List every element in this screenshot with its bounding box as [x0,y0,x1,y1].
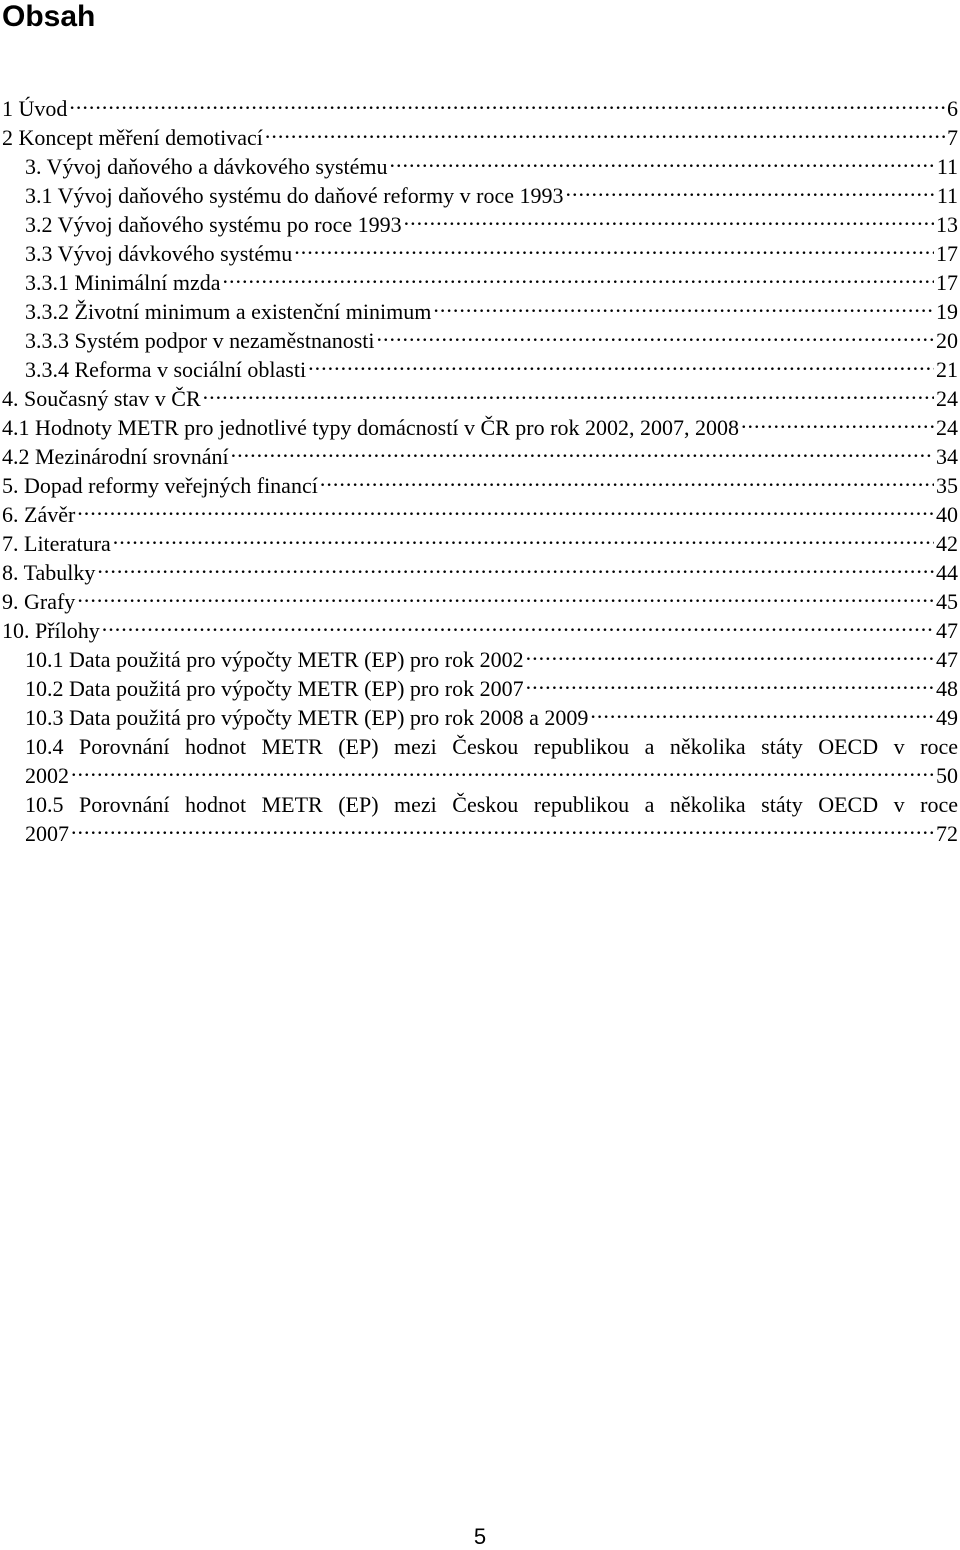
toc-entry[interactable] [0,674,960,703]
toc-entry-page: 50 [936,763,958,788]
toc-entry-label: 3.3.1 Minimální mzda [25,270,221,295]
toc-entry-label: 10. Přílohy [2,618,100,643]
toc-entry[interactable] [0,500,960,529]
toc-entry-page: 34 [936,444,958,469]
toc-entry-page: 13 [936,212,958,237]
toc-entry[interactable] [0,94,960,123]
toc-entry-page: 7 [947,125,958,150]
toc-leader-dots [294,239,934,261]
page-title: Obsah [2,0,96,33]
toc-leader-dots [203,384,934,406]
toc-leader-dots [308,355,934,377]
toc-entry-label: 3.2 Vývoj daňového systému po roce 1993 [25,212,402,237]
toc-leader-dots [77,587,934,609]
toc-entry-label: 3.3 Vývoj dávkového systému [25,241,293,266]
toc-entry[interactable] [0,616,960,645]
toc-entry-label-continued: 2002 [25,763,69,788]
toc-entry-label: 1 Úvod [2,96,68,121]
toc-leader-dots [526,645,934,667]
toc-leader-dots [377,326,934,348]
toc-entry-page: 40 [936,502,958,527]
toc-entry[interactable] [0,297,960,326]
toc-entry-label: 10.3 Data použitá pro výpočty METR (EP) pro rok 2008 a 2009 [25,705,589,730]
toc-entry-page: 47 [936,647,958,672]
toc-entry-page: 24 [936,415,958,440]
toc-entry-label: 5. Dopad reformy veřejných financí [2,473,318,498]
toc-entry-label: 10.5 Porovnání hodnot METR (EP) mezi Českou republikou a několika státy OECD v roce [25,792,958,817]
toc-leader-dots [390,152,935,174]
toc-entry-page: 21 [936,357,958,382]
toc-entry[interactable] [0,268,960,297]
toc-leader-dots [102,616,934,638]
toc-entry-page: 11 [936,183,958,208]
toc-entry-label: 6. Závěr [2,502,76,527]
toc-entry-label: 4.2 Mezinárodní srovnání [2,444,229,469]
toc-entry-page: 42 [936,531,958,556]
toc-leader-dots [590,703,934,725]
toc-leader-dots [97,558,934,580]
toc-entry-label: 4.1 Hodnoty METR pro jednotlivé typy domácností v ČR pro rok 2002, 2007, 2008 [2,415,739,440]
toc-entry-label: 3.3.3 Systém podpor v nezaměstnanosti [25,328,375,353]
toc-leader-dots [265,123,945,145]
toc-entry-label: 10.2 Data použitá pro výpočty METR (EP) pro rok 2007 [25,676,524,701]
toc-entry-label: 3.1 Vývoj daňového systému do daňové reformy v roce 1993 [25,183,564,208]
toc-leader-dots [404,210,934,232]
toc-entry-page: 35 [936,473,958,498]
toc-entry-page: 11 [936,154,958,179]
toc-entry[interactable] [0,123,960,152]
toc-entry[interactable] [0,384,960,413]
toc-leader-dots [69,94,945,116]
toc-entry-page: 20 [936,328,958,353]
toc-entry[interactable] [0,181,960,210]
toc-entry-label: 10.4 Porovnání hodnot METR (EP) mezi Českou republikou a několika státy OECD v roce [25,734,958,759]
toc-entry-label-continued: 2007 [25,821,69,846]
toc-leader-dots [71,761,934,783]
toc-entry-label: 7. Literatura [2,531,111,556]
toc-entry-page: 49 [936,705,958,730]
toc-leader-dots [231,442,934,464]
toc-leader-dots [223,268,934,290]
toc-entry-label: 3.3.4 Reforma v sociální oblasti [25,357,307,382]
toc-leader-dots [320,471,934,493]
toc-leader-dots [113,529,934,551]
toc-leader-dots [77,500,934,522]
toc-entry[interactable] [0,558,960,587]
table-of-contents [0,94,960,848]
toc-leader-dots [565,181,934,203]
toc-entry-page: 17 [936,270,958,295]
toc-leader-dots [741,413,934,435]
toc-entry[interactable] [0,326,960,355]
toc-entry[interactable] [0,442,960,471]
toc-entry[interactable] [0,413,960,442]
toc-entry-page: 48 [936,676,958,701]
toc-entry-page: 47 [936,618,958,643]
toc-entry-continuation [25,819,958,848]
toc-leader-dots [71,819,934,841]
toc-leader-dots [526,674,934,696]
toc-entry[interactable] [0,529,960,558]
toc-entry[interactable] [0,587,960,616]
toc-entry-label: 8. Tabulky [2,560,96,585]
toc-entry-page: 45 [936,589,958,614]
toc-entry[interactable] [0,703,960,732]
toc-entry[interactable] [0,239,960,268]
toc-entry[interactable] [0,471,960,500]
toc-entry-label: 10.1 Data použitá pro výpočty METR (EP) pro rok 2002 [25,647,524,672]
toc-entry-page: 24 [936,386,958,411]
toc-entry-label: 3. Vývoj daňového a dávkového systému [25,154,388,179]
toc-entry[interactable] [0,790,960,848]
toc-entry-continuation [25,761,958,790]
page-number: 5 [473,1524,487,1549]
toc-entry[interactable] [0,152,960,181]
toc-entry-page: 72 [936,821,958,846]
toc-entry-page: 6 [947,96,958,121]
toc-entry-label: 2 Koncept měření demotivací [2,125,263,150]
toc-entry[interactable] [0,210,960,239]
toc-entry-page: 17 [936,241,958,266]
toc-entry[interactable] [0,732,960,790]
toc-entry-label: 4. Současný stav v ČR [2,386,201,411]
toc-entry-page: 44 [936,560,958,585]
toc-entry[interactable] [0,645,960,674]
toc-entry[interactable] [0,355,960,384]
toc-entry-label: 3.3.2 Životní minimum a existenční minimum [25,299,432,324]
toc-entry-label: 9. Grafy [2,589,76,614]
toc-entry-page: 19 [936,299,958,324]
toc-leader-dots [433,297,934,319]
